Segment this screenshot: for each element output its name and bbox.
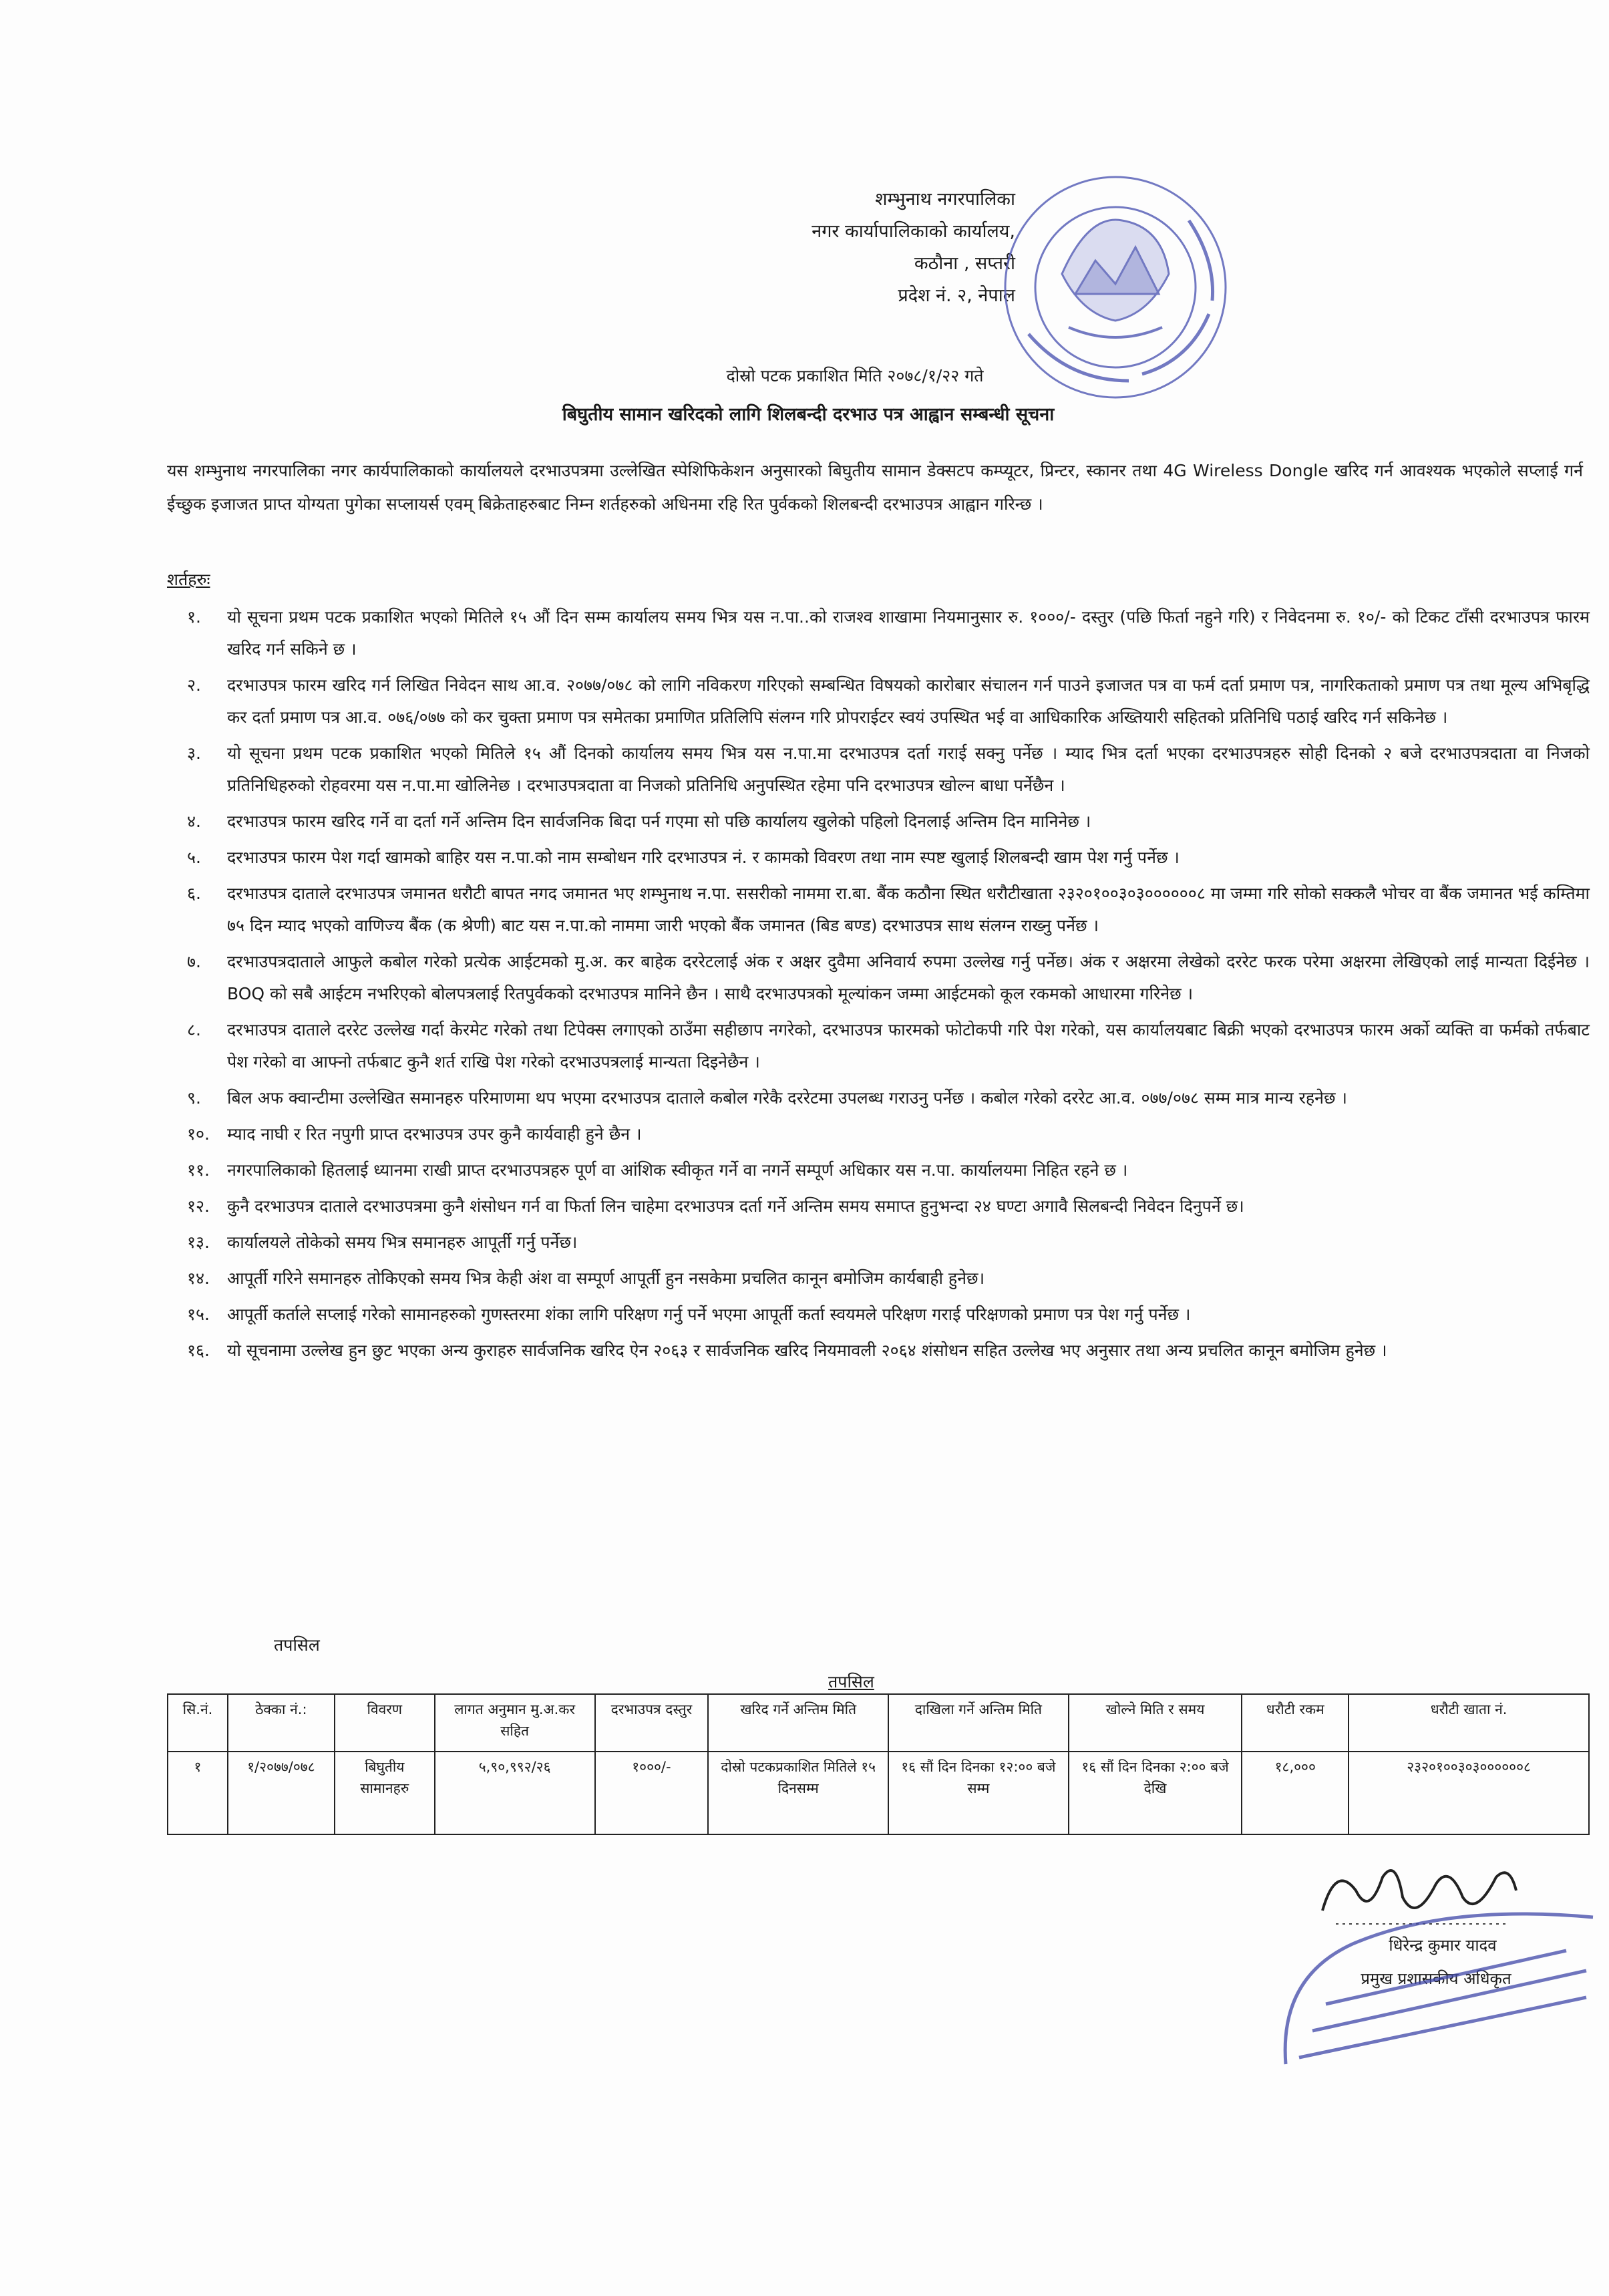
term-item xyxy=(167,1154,1590,1186)
municipality-name: शम्भुनाथ नगरपालिका xyxy=(875,189,1015,210)
table-cell: १ xyxy=(168,1752,228,1834)
table-cell: दोस्रो पटकप्रकाशित मितिले १५ दिनसम्म xyxy=(708,1752,888,1834)
officer-name: धिरेन्द्र कुमार यादव xyxy=(1389,1936,1497,1955)
term-number: १४. xyxy=(187,1269,210,1288)
column-header: खरिद गर्ने अन्तिम मिति xyxy=(708,1694,888,1752)
table-cell: १८,००० xyxy=(1242,1752,1349,1834)
term-number: ६. xyxy=(187,884,201,903)
officer-title: प्रमुख प्रशासकीय अधिकृत xyxy=(1361,1969,1511,1988)
table-cell: १६ सौं दिन दिनका २:०० बजे देखि xyxy=(1069,1752,1242,1834)
column-header: धरौटी रकम xyxy=(1242,1694,1349,1752)
term-text: यो सूचना प्रथम पटक प्रकाशित भएको मितिले १५ औं दिनको कार्यालय समय भित्र यस न.पा.मा दरभाउपत्र दर्ता गराई सक्नु पर्नेछ । म्याद भित्र दर्ता भएका दरभाउपत्रहरु सोही दिनको २ बजे दरभाउपत्रदाता वा निजको प्रतिनिधिहरुको रोहवरमा यस न.पा.मा खोलिनेछ । दरभाउपत्रदाता वा निजको प्रतिनिधि अनुपस्थित रहेमा पनि दरभाउपत्र खोल्न बाधा पर्नेछैन । xyxy=(227,744,1590,795)
term-item xyxy=(167,601,1590,665)
term-text: आपूर्ती गरिने समानहरु तोकिएको समय भित्र केही अंश वा सम्पूर्ण आपूर्ती हुन नसकेमा प्रचलित कानून बमोजिम कार्यबाही हुनेछ। xyxy=(227,1269,985,1288)
term-number: १६. xyxy=(187,1341,210,1360)
office-name: नगर कार्यापालिकाको कार्यालय, xyxy=(812,221,1015,242)
term-number: १. xyxy=(187,607,201,627)
table-header-row xyxy=(168,1694,1589,1752)
term-item xyxy=(167,1335,1590,1367)
term-item xyxy=(167,842,1590,874)
term-text: दरभाउपत्र दाताले दररेट उल्लेख गर्दा केरमेट गरेको तथा टिपेक्स लगाएको ठाउँमा सहीछाप नगरेको, दरभाउपत्र फारमको फोटोकपी गरि पेश गरेको, यस कार्यालयबाट बिक्री भएको दरभाउपत्र फारम अर्को व्यक्ति वा फर्मको तर्फबाट पेश गरेको वा आफ्नो तर्फबाट कुनै शर्त राखि पेश गरेको दरभाउपत्रलाई मान्यता दिइनेछैन । xyxy=(227,1020,1590,1072)
term-text: म्याद नाघी र रित नपुगी प्राप्त दरभाउपत्र उपर कुनै कार्यवाही हुने छैन । xyxy=(227,1124,642,1144)
column-header: लागत अनुमान मु.अ.कर सहित xyxy=(435,1694,595,1752)
table-cell: १०००/- xyxy=(595,1752,709,1834)
table-caption: तपसिल xyxy=(828,1672,874,1691)
term-number: ३. xyxy=(187,744,201,763)
table-cell: ५,९०,९९२/२६ xyxy=(435,1752,595,1834)
column-header: दरभाउपत्र दस्तुर xyxy=(595,1694,709,1752)
term-number: १५. xyxy=(187,1305,210,1324)
column-header: विवरण xyxy=(335,1694,435,1752)
term-item xyxy=(167,1190,1590,1222)
province-line: प्रदेश नं. २, नेपाल xyxy=(898,285,1015,306)
term-item xyxy=(167,946,1590,1010)
column-header: खोल्ने मिति र समय xyxy=(1069,1694,1242,1752)
table-cell: २३२०१००३०३००००००८ xyxy=(1349,1752,1589,1834)
term-number: ९. xyxy=(187,1088,201,1108)
term-text: यो सूचना प्रथम पटक प्रकाशित भएको मितिले १५ औं दिन सम्म कार्यालय समय भित्र यस न.पा..को राजश्व शाखामा नियमानुसार रु. १०००/- दस्तुर (पछि फिर्ता नहुने गरि) र निवेदनमा रु. १०/- को टिकट टाँसी दरभाउपत्र फारम खरिद गर्न सकिने छ । xyxy=(227,607,1590,659)
term-number: ११. xyxy=(187,1160,210,1180)
term-item xyxy=(167,1263,1590,1295)
term-number: १३. xyxy=(187,1233,210,1252)
official-name-stamp-icon xyxy=(1272,1897,1606,2078)
term-item xyxy=(167,1299,1590,1331)
term-text: दरभाउपत्र फारम खरिद गर्ने वा दर्ता गर्ने अन्तिम दिन सार्वजनिक बिदा पर्न गएमा सो पछि कार्यालय खुलेको पहिलो दिनलाई अन्तिम दिन मानिनेछ । xyxy=(227,812,1091,831)
term-item xyxy=(167,878,1590,942)
term-text: नगरपालिकाको हितलाई ध्यानमा राखी प्राप्त दरभाउपत्रहरु पूर्ण वा आंशिक स्वीकृत गर्ने वा नगर्ने सम्पूर्ण अधिकार यस न.पा. कार्यालयमा निहित रहने छ । xyxy=(227,1160,1128,1180)
term-number: ७. xyxy=(187,952,201,971)
term-number: ४. xyxy=(187,812,201,831)
column-header: धरौटी खाता नं. xyxy=(1349,1694,1589,1752)
term-item xyxy=(167,806,1590,838)
column-header: दाखिला गर्ने अन्तिम मिति xyxy=(888,1694,1069,1752)
term-number: २. xyxy=(187,675,201,695)
term-text: दरभाउपत्र दाताले दरभाउपत्र जमानत धरौटी बापत नगद जमानत भए शम्भुनाथ न.पा. ससरीको नाममा रा.बा. बैंक कठौना स्थित धरौटीखाता २३२०१००३०३००००००८ मा जम्मा गरि सोको सक्कलै भोचर वा बैंक जमानत भई कम्तिमा ७५ दिन म्याद भएको वाणिज्य बैंक (क श्रेणी) बाट यस न.पा.को नाममा जारी भएको बैंक जमानत (बिड बण्ड) दरभाउपत्र साथ संलग्न राख्नु पर्नेछ । xyxy=(227,884,1590,935)
office-header xyxy=(721,184,1015,312)
term-text: कार्यालयले तोकेको समय भित्र समानहरु आपूर्ती गर्नु पर्नेछ। xyxy=(227,1233,578,1252)
table-row xyxy=(168,1752,1589,1834)
term-number: ५. xyxy=(187,848,201,867)
tender-table xyxy=(167,1693,1590,1835)
term-text: कुनै दरभाउपत्र दाताले दरभाउपत्रमा कुनै शंसोधन गर्न वा फिर्ता लिन चाहेमा दरभाउपत्र दर्ता गर्ने अन्तिम समय समाप्त हुनुभन्दा २४ घण्टा अगावै सिलबन्दी निवेदन दिनुपर्ने छ। xyxy=(227,1196,1244,1216)
term-text: दरभाउपत्र फारम पेश गर्दा खामको बाहिर यस न.पा.को नाम सम्बोधन गरि दरभाउपत्र नं. र कामको विवरण तथा नाम स्पष्ट खुलाई शिलबन्दी खाम पेश गर्नु पर्नेछ । xyxy=(227,848,1180,867)
term-item xyxy=(167,737,1590,802)
term-item xyxy=(167,1118,1590,1150)
terms-heading: शर्तहरुः xyxy=(167,570,210,589)
table-cell: बिघुतीय सामानहरु xyxy=(335,1752,435,1834)
term-number: १०. xyxy=(187,1124,210,1144)
table-cell: १६ सौं दिन दिनका १२:०० बजे सम्म xyxy=(888,1752,1069,1834)
table-cell: १/२०७७/०७८ xyxy=(228,1752,335,1834)
term-item xyxy=(167,1082,1590,1114)
intro-paragraph: यस शम्भुनाथ नगरपालिका नगर कार्यपालिकाको कार्यालयले दरभाउपत्रमा उल्लेखित स्पेशिफिकेशन अनुसारको बिघुतीय सामान डेक्सटप कम्प्यूटर, प्रिन्टर, स्कानर तथा 4G Wireless Dongle खरिद गर्न आवश्यक भएकोले सप्लाई गर्न ईच्छुक इजाजत प्राप्त योग्यता पुगेका सप्लायर्स एवम् बिक्रेताहरुबाट निम्न शर्तहरुको अधिनमा रहि रित पुर्वकको शिलबन्दी दरभाउपत्र आह्वान गरिन्छ । xyxy=(167,461,1583,514)
term-item xyxy=(167,1014,1590,1078)
term-text: आपूर्ती कर्ताले सप्लाई गरेको सामानहरुको गुणस्तरमा शंका लागि परिक्षण गर्नु पर्ने भएमा आपूर्ती कर्ता स्वयमले परिक्षण गराई परिक्षणको प्रमाण पत्र पेश गर्नु पर्नेछ । xyxy=(227,1305,1191,1324)
term-item xyxy=(167,1226,1590,1259)
term-text: यो सूचनामा उल्लेख हुन छुट भएका अन्य कुराहरु सार्वजनिक खरिद ऐन २०६३ र सार्वजनिक खरिद नियमावली २०६४ शंसोधन सहित उल्लेख भए अनुसार तथा अन्य प्रचलित कानून बमोजिम हुनेछ । xyxy=(227,1341,1387,1360)
column-header: सि.नं. xyxy=(168,1694,228,1752)
office-location: कठौना , सप्तरी xyxy=(914,253,1015,274)
term-text: दरभाउपत्रदाताले आफुले कबोल गरेको प्रत्येक आईटमको मु.अ. कर बाहेक दररेटलाई अंक र अक्षर दुवैमा अनिवार्य रुपमा उल्लेख गर्नु पर्नेछ। अंक र अक्षरमा लेखेको दररेट फरक परेमा अक्षरमा लेखिएको लाई मान्यता दिईनेछ । BOQ को सबै आईटम नभरिएको बोलपत्रलाई रितपुर्वकको दरभाउपत्र मानिने छैन । साथै दरभाउपत्रको मूल्यांकन जम्मा आईटमको कूल रकमको आधारमा गरिनेछ । xyxy=(227,952,1590,1003)
term-item xyxy=(167,669,1590,733)
tapasil-label: तपसिल xyxy=(274,1635,320,1655)
notice-subject: बिघुतीय सामान खरिदको लागि शिलबन्दी दरभाउ पत्र आह्वान सम्बन्धी सूचना xyxy=(562,404,1055,425)
term-text: दरभाउपत्र फारम खरिद गर्न लिखित निवेदन साथ आ.व. २०७७/०७८ को लागि नविकरण गरिएको सम्बन्धित विषयको कारोबार संचालन गर्न पाउने इजाजत पत्र वा फर्म दर्ता प्रमाण पत्र, नागरिकताको प्रमाण पत्र तथा मूल्य अभिबृद्धि कर दर्ता प्रमाण पत्र आ.व. ०७६/०७७ को कर चुक्ता प्रमाण पत्र समेतका प्रमाणित प्रतिलिपि संलग्न गरि प्रोपराईटर स्वयं उपस्थित भई वा आधिकारिक अख्तियारी सहितको प्रतिनिधि पठाई खरिद गर्न सकिनेछ । xyxy=(227,675,1590,727)
term-text: बिल अफ क्वान्टीमा उल्लेखित समानहरु परिमाणमा थप भएमा दरभाउपत्र दाताले कबोल गरेकै दररेटमा उपलब्ध गराउनु पर्नेछ । कबोल गरेको दररेट आ.व. ०७७/०७८ सम्म मात्र मान्य रहनेछ । xyxy=(227,1088,1347,1108)
terms-list xyxy=(167,601,1590,1371)
term-number: १२. xyxy=(187,1196,210,1216)
term-number: ८. xyxy=(187,1020,201,1039)
column-header: ठेक्का नं.: xyxy=(228,1694,335,1752)
publication-date-line: दोस्रो पटक प्रकाशित मिति २०७८/१/२२ गते xyxy=(726,366,984,385)
